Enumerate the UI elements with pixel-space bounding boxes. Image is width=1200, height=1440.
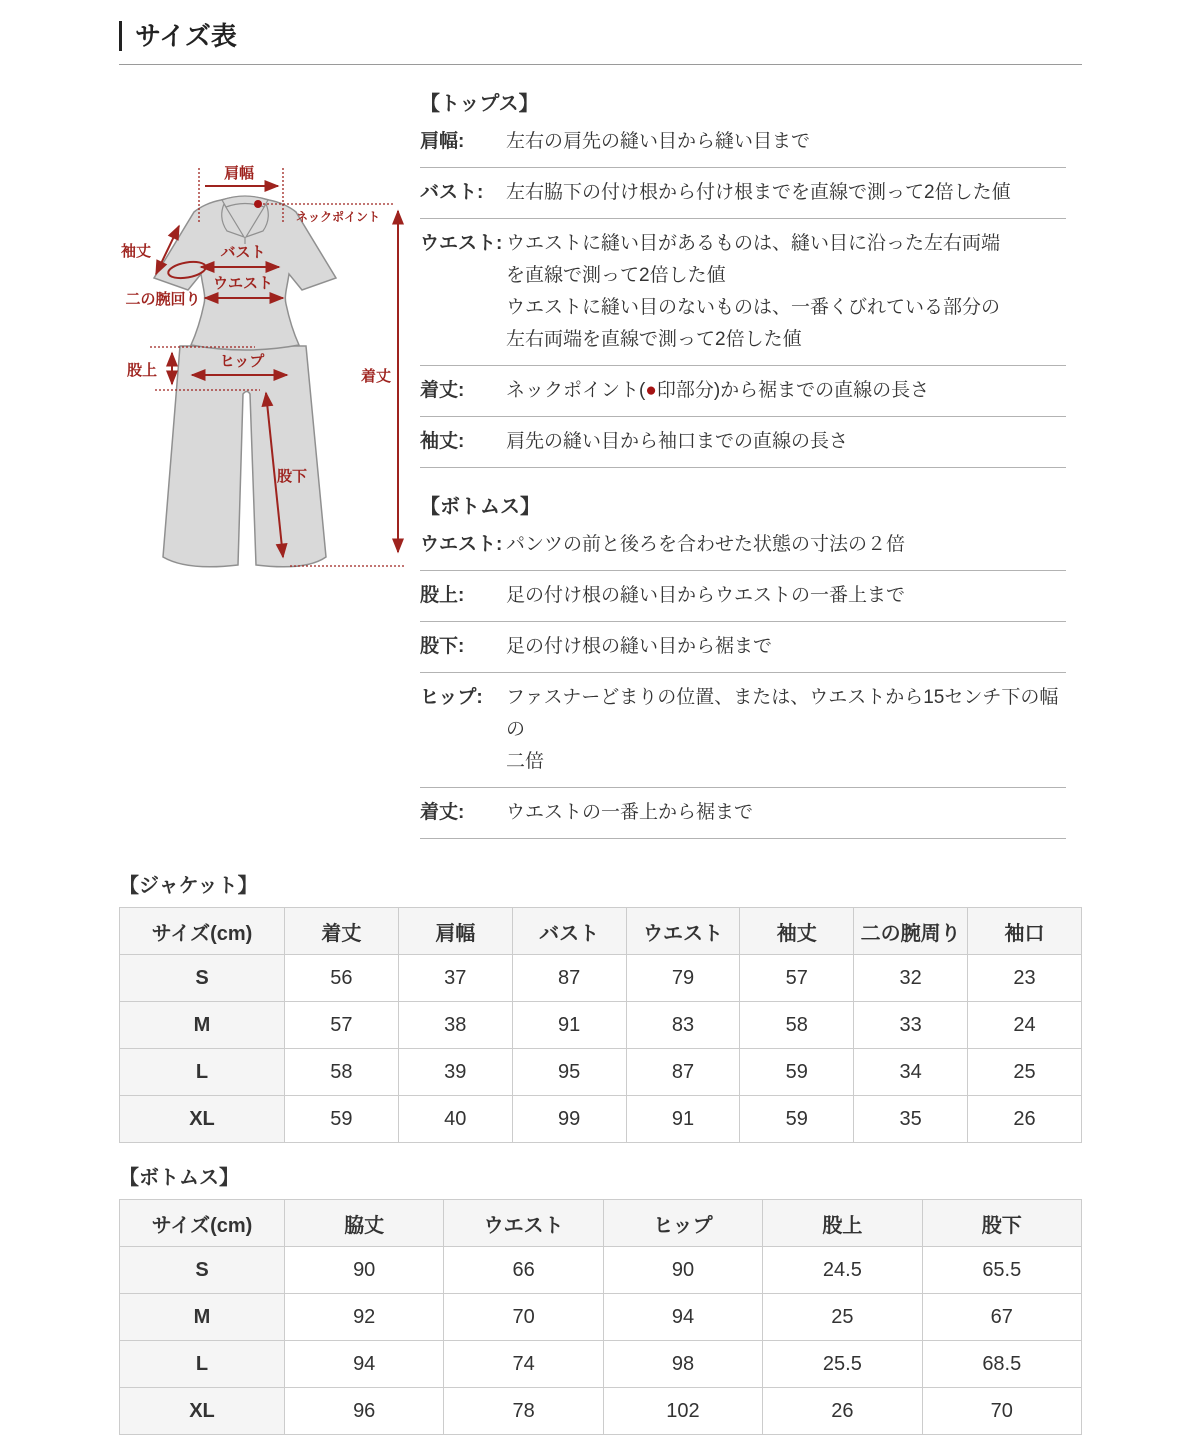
measurement-definitions <box>420 65 1066 839</box>
rise-label: 股上 <box>126 362 158 379</box>
value-cell: 78 <box>444 1388 603 1435</box>
definition-description-line: 二倍 <box>506 751 545 772</box>
body-length-label: 着丈 <box>360 368 392 385</box>
value-cell: 66 <box>444 1247 603 1294</box>
tops-definition-rows <box>420 117 1066 468</box>
definition-description-line: ウエストに縫い目があるものは、縫い目に沿った左右両端 <box>506 233 1001 254</box>
neck-point-dot <box>254 200 262 208</box>
definition-description <box>506 580 1066 612</box>
measurement-guide-section <box>119 65 1082 839</box>
column-header: 股上 <box>763 1200 922 1247</box>
value-cell: 58 <box>285 1049 399 1096</box>
definition-description-line: 左右両端を直線で測って2倍した値 <box>506 329 802 350</box>
definition-description <box>506 631 1066 663</box>
definition-description <box>506 426 1066 458</box>
definition-term: 袖丈: <box>420 431 465 452</box>
size-row <box>120 1049 1082 1096</box>
jacket-size-table <box>119 907 1082 1143</box>
value-cell: 98 <box>603 1341 762 1388</box>
definition-row <box>420 219 1066 366</box>
value-cell: 96 <box>285 1388 444 1435</box>
definition-row <box>420 366 1066 417</box>
value-cell: 38 <box>398 1002 512 1049</box>
page-header <box>119 0 1082 65</box>
definition-description <box>506 682 1066 778</box>
waist-label: ウエスト <box>212 275 274 292</box>
definition-description <box>506 529 1066 561</box>
definition-description-line: 足の付け根の縫い目からウエストの一番上まで <box>506 585 906 606</box>
definition-row <box>420 520 1066 571</box>
definition-description <box>506 375 1066 407</box>
value-cell: 94 <box>285 1341 444 1388</box>
value-cell: 40 <box>398 1096 512 1143</box>
value-cell: 90 <box>603 1247 762 1294</box>
definition-description <box>506 797 1066 829</box>
value-cell: 74 <box>444 1341 603 1388</box>
value-cell: 34 <box>854 1049 968 1096</box>
value-cell: 25 <box>763 1294 922 1341</box>
value-cell: 39 <box>398 1049 512 1096</box>
size-row <box>120 1294 1082 1341</box>
definition-row <box>420 417 1066 468</box>
definition-term: 肩幅: <box>420 131 465 152</box>
column-header: 肩幅 <box>398 908 512 955</box>
size-row <box>120 955 1082 1002</box>
pants-shape <box>163 346 326 567</box>
table-header-row <box>120 1200 1082 1247</box>
value-cell: 92 <box>285 1294 444 1341</box>
definition-description-line: を直線で測って2倍した値 <box>506 265 726 286</box>
bottoms-table-title: 【ボトムス】 <box>119 1167 239 1189</box>
value-cell: 25 <box>968 1049 1082 1096</box>
column-header: ウエスト <box>444 1200 603 1247</box>
value-cell: 91 <box>512 1002 626 1049</box>
value-cell: 83 <box>626 1002 740 1049</box>
size-cell: M <box>120 1002 285 1049</box>
value-cell: 70 <box>922 1388 1081 1435</box>
value-cell: 56 <box>285 955 399 1002</box>
value-cell: 68.5 <box>922 1341 1081 1388</box>
size-cell: XL <box>120 1096 285 1143</box>
column-header: サイズ(cm) <box>120 1200 285 1247</box>
column-header: 股下 <box>922 1200 1081 1247</box>
definition-row <box>420 117 1066 168</box>
page-title: サイズ表 <box>119 21 1082 51</box>
column-header: サイズ(cm) <box>120 908 285 955</box>
size-cell: M <box>120 1294 285 1341</box>
page-content <box>119 0 1082 1435</box>
definition-row <box>420 622 1066 673</box>
value-cell: 26 <box>968 1096 1082 1143</box>
upper-arm-label: 二の腕回り <box>125 291 201 308</box>
value-cell: 67 <box>922 1294 1081 1341</box>
definition-description-line: 左右脇下の付け根から付け根までを直線で測って2倍した値 <box>506 182 1011 203</box>
value-cell: 24 <box>968 1002 1082 1049</box>
bottoms-definitions-heading: 【ボトムス】 <box>420 496 540 518</box>
bottoms-size-table <box>119 1199 1082 1435</box>
column-header: 二の腕周り <box>854 908 968 955</box>
definition-row <box>420 788 1066 839</box>
column-header: バスト <box>512 908 626 955</box>
size-row <box>120 1096 1082 1143</box>
value-cell: 91 <box>626 1096 740 1143</box>
value-cell: 35 <box>854 1096 968 1143</box>
value-cell: 94 <box>603 1294 762 1341</box>
sleeve-length-label: 袖丈 <box>120 243 152 260</box>
size-cell: S <box>120 1247 285 1294</box>
value-cell: 59 <box>285 1096 399 1143</box>
definition-row <box>420 571 1066 622</box>
definition-description-line: ウエストに縫い目のないものは、一番くびれている部分の <box>506 297 1001 318</box>
value-cell: 59 <box>740 1049 854 1096</box>
column-header: 袖丈 <box>740 908 854 955</box>
value-cell: 70 <box>444 1294 603 1341</box>
definition-description-line: ファスナーどまりの位置、または、ウエストから15センチ下の幅の <box>506 687 1059 740</box>
inseam-label: 股下 <box>276 468 308 485</box>
value-cell: 58 <box>740 1002 854 1049</box>
bottoms-definition-group <box>420 494 1066 839</box>
definition-row <box>420 673 1066 788</box>
size-row <box>120 1341 1082 1388</box>
definition-row <box>420 168 1066 219</box>
definition-description <box>506 126 1066 158</box>
definition-description <box>506 177 1066 209</box>
definition-description-line: 肩先の縫い目から袖口までの直線の長さ <box>506 431 849 452</box>
value-cell: 26 <box>763 1388 922 1435</box>
value-cell: 87 <box>512 955 626 1002</box>
definition-term: ウエスト: <box>420 534 503 555</box>
value-cell: 79 <box>626 955 740 1002</box>
value-cell: 102 <box>603 1388 762 1435</box>
garment-diagram-svg <box>110 138 420 648</box>
bust-label: バスト <box>220 244 266 261</box>
value-cell: 95 <box>512 1049 626 1096</box>
bottoms-table-block <box>119 1165 1082 1435</box>
value-cell: 24.5 <box>763 1247 922 1294</box>
value-cell: 57 <box>740 955 854 1002</box>
definition-description-line: パンツの前と後ろを合わせた状態の寸法の２倍 <box>506 534 906 555</box>
value-cell: 90 <box>285 1247 444 1294</box>
definition-term: 股上: <box>420 585 465 606</box>
bottoms-definition-rows <box>420 520 1066 839</box>
table-header-row <box>120 908 1082 955</box>
neck-point-label: ネックポイント <box>295 210 381 224</box>
value-cell: 87 <box>626 1049 740 1096</box>
size-row <box>120 1388 1082 1435</box>
neck-point-mark: ● <box>645 380 657 401</box>
value-cell: 65.5 <box>922 1247 1081 1294</box>
column-header: ヒップ <box>603 1200 762 1247</box>
size-cell: L <box>120 1049 285 1096</box>
definition-term: バスト: <box>420 182 484 203</box>
definition-term: 着丈: <box>420 802 465 823</box>
shoulder-width-label: 肩幅 <box>223 165 255 182</box>
definition-term: 股下: <box>420 636 465 657</box>
size-row <box>120 1002 1082 1049</box>
value-cell: 25.5 <box>763 1341 922 1388</box>
size-tables-section <box>119 873 1082 1435</box>
jacket-table-title: 【ジャケット】 <box>119 875 258 897</box>
size-cell: L <box>120 1341 285 1388</box>
value-cell: 99 <box>512 1096 626 1143</box>
size-row <box>120 1247 1082 1294</box>
tops-definitions-heading: 【トップス】 <box>420 93 539 115</box>
definition-description-line: 左右の肩先の縫い目から縫い目まで <box>506 131 811 152</box>
column-header: ウエスト <box>626 908 740 955</box>
value-cell: 33 <box>854 1002 968 1049</box>
jacket-table-block <box>119 873 1082 1143</box>
column-header: 脇丈 <box>285 1200 444 1247</box>
definition-term: ヒップ: <box>420 687 483 708</box>
value-cell: 23 <box>968 955 1082 1002</box>
definition-description-line: 足の付け根の縫い目から裾まで <box>506 636 773 657</box>
value-cell: 57 <box>285 1002 399 1049</box>
definition-description-line: ネックポイント(●印部分)から裾までの直線の長さ <box>506 380 930 401</box>
column-header: 着丈 <box>285 908 399 955</box>
value-cell: 59 <box>740 1096 854 1143</box>
measurement-diagram <box>110 138 420 648</box>
column-header: 袖口 <box>968 908 1082 955</box>
tops-definition-group <box>420 91 1066 468</box>
definition-description-line: ウエストの一番上から裾まで <box>506 802 754 823</box>
value-cell: 37 <box>398 955 512 1002</box>
definition-description <box>506 228 1066 356</box>
size-cell: XL <box>120 1388 285 1435</box>
definition-term: ウエスト: <box>420 233 503 254</box>
value-cell: 32 <box>854 955 968 1002</box>
definition-term: 着丈: <box>420 380 465 401</box>
hip-label: ヒップ <box>219 353 265 370</box>
size-cell: S <box>120 955 285 1002</box>
